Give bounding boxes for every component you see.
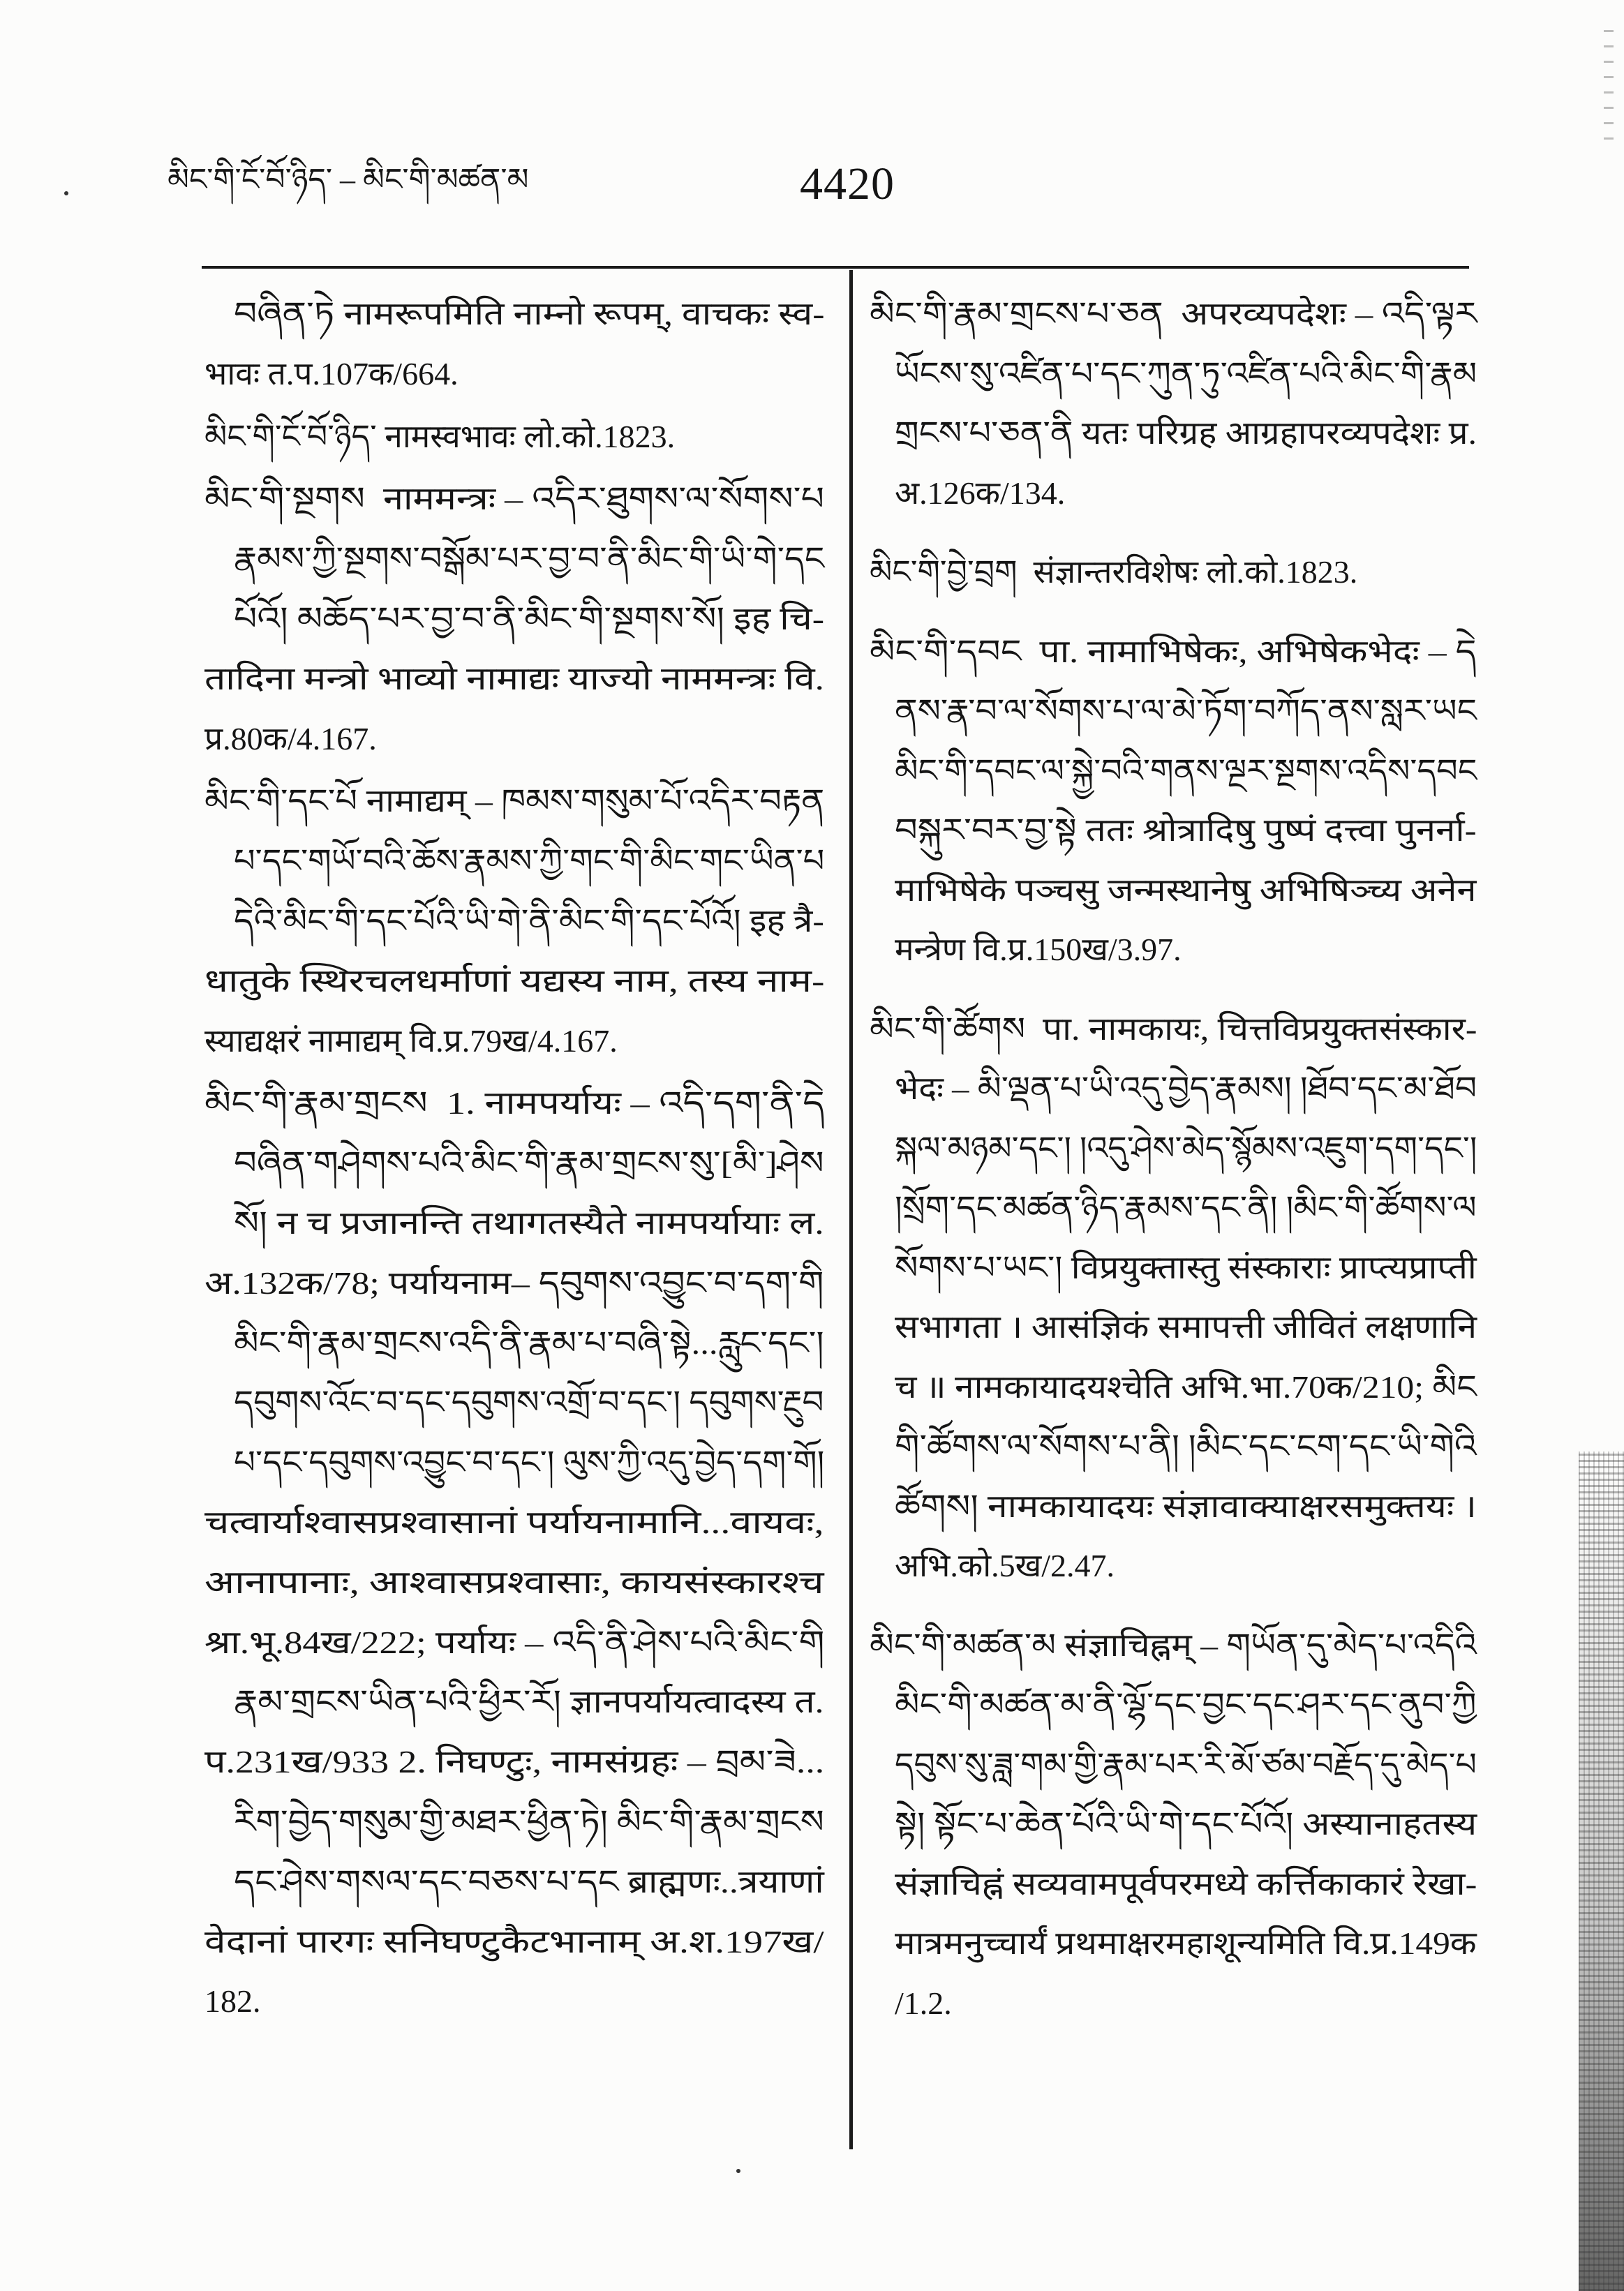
dictionary-entry — [204, 771, 826, 1070]
dictionary-entry — [204, 284, 826, 404]
text-line: མིང་གི་དབང་ལ་སྐྱེ་བའི་གནས་ལྔར་སྔགས་འདིས་དབང — [895, 752, 1477, 789]
scan-speck — [64, 191, 68, 195]
entry-headline: མིང་གི་ངོ་བོ་ཉིད་ नामस्वभावः लो.को.1823. — [204, 418, 676, 454]
text-line: स्याद्यक्षरं नामाद्यम् वि.प्र.79ख/4.167. — [204, 1022, 618, 1059]
dictionary-entry — [870, 284, 1478, 523]
text-line: च ॥ नामकायादयश्चेति अभि.भा.70क/210; མིང — [895, 1368, 1477, 1405]
text-line: अभि.को.5ख/2.47. — [895, 1548, 1115, 1583]
entry-headline: མིང་གི་ཚོགས पा. नामकायः, चित्तविप्रयुक्तसंस्कार- — [870, 1010, 1477, 1047]
text-line: དབུས་སུ་ཟླ་གམ་གྱི་རྣམ་པར་རི་མོ་ཙམ་བརྗོད་དུ་མེད་པ — [895, 1746, 1477, 1782]
text-line: བསྐུར་བར་བྱ་སྟེ ततः श्रोत्रादिषु पुष्पं दत्त्वा पुनर्ना- — [895, 812, 1477, 848]
text-line: सभागता । आसंज्ञिकं समापत्ती जीवितं लक्षणानि — [895, 1309, 1477, 1345]
text-line: आनापानाः, आश्वासप्रश्वासाः, कायसंस्कारश्च — [204, 1564, 824, 1600]
text-line: རྣམས་ཀྱི་སྔགས་བསྒོམ་པར་བྱ་བ་ནི་མིང་གི་ཡི་གེ་དང — [234, 541, 825, 577]
text-line: པ་དང་དབུགས་འབྱུང་བ་དང་། ལུས་ཀྱི་འདུ་བྱེད་དག་གོ། — [234, 1445, 825, 1481]
text-line: धातुके स्थिरचलधर्माणां यद्यस्य नाम, तस्य नाम- — [204, 962, 825, 999]
text-line: /1.2. — [895, 1985, 952, 2021]
text-line: माभिषेके पञ्चसु जन्मस्थानेषु अभिषिञ्च्य अनेन — [895, 872, 1477, 908]
text-line: वेदानां पारगः सनिघण्टुकैटभानाम् अ.श.197ख/ — [204, 1923, 824, 1960]
text-line: རིག་བྱེད་གསུམ་གྱི་མཐར་ཕྱིན་ཏེ། མིང་གི་རྣམ་གྲངས — [234, 1803, 824, 1839]
text-line: གི་ཚོགས་ལ་སོགས་པ་ནི། །མིང་དང་ངག་དང་ཡི་གེའི — [895, 1428, 1477, 1464]
text-line: चत्वार्याश्वासप्रश्वासानां पर्यायनामानि...वायवः, — [204, 1504, 824, 1540]
text-line: མིང་གི་མཚན་མ་ནི་ལྷོ་དང་བྱང་དང་ཤར་དང་ནུབ་ཀྱི — [895, 1687, 1477, 1722]
text-line: དབུགས་འོང་བ་དང་དབུགས་འགྲོ་བ་དང་། དབུགས་རྔུབ — [234, 1385, 824, 1421]
entry-headline: མིང་གི་དང་པོ नामाद्यम् – ཁམས་གསུམ་པོ་འདིར་བརྟན — [204, 783, 825, 819]
text-line: भावः त.प.107क/664. — [204, 355, 459, 391]
text-line: བཞིན་གཤེགས་པའི་མིང་གི་རྣམ་གྲངས་སུ་[མི་]ཤེས — [234, 1145, 824, 1181]
page-number: 4420 — [800, 158, 895, 209]
scan-edge-artifact — [1579, 1452, 1624, 2291]
text-line: तादिना मन्त्रो भाव्यो नामाद्यः याज्यो नाममन्त्रः वि. — [204, 660, 824, 696]
text-line: དང་ཤེས་གསལ་དང་བཅས་པ་དང ब्राह्मणः..त्रयाणां — [234, 1863, 824, 1900]
entry-headline: མིང་གི་དབང पा. नामाभिषेकः, अभिषेकभेदः – དེ — [870, 633, 1477, 669]
left-column — [204, 284, 826, 2043]
dictionary-entry — [870, 542, 1478, 602]
text-line: པོའོ། མཆོད་པར་བྱ་བ་ནི་མིང་གི་སྔགས་སོ། इह चि- — [234, 600, 825, 636]
dictionary-entry — [204, 469, 826, 768]
text-line: प्र.80क/4.167. — [204, 720, 377, 756]
text-line: པ་དང་གཡོ་བའི་ཆོས་རྣམས་ཀྱི་གང་གི་མིང་གང་ཡིན་པ — [234, 843, 825, 879]
text-line: मात्रमनुच्चार्यं प्रथमाक्षरमहाशून्यमिति वि.प्र.149क — [895, 1925, 1477, 1961]
header-rule — [202, 266, 1469, 269]
entry-headline: མིང་གི་སྔགས नाममन्त्रः – འདིར་ཐུགས་ལ་སོགས་པ — [204, 481, 825, 517]
text-line: ནས་རྣ་བ་ལ་སོགས་པ་ལ་མེ་ཏོག་བཀོད་ནས་སླར་ཡང — [895, 693, 1477, 729]
text-line: །སྲོག་དང་མཚན་ཉིད་རྣམས་དང་ནི། །མིང་གི་ཚོགས་ལ — [895, 1190, 1477, 1225]
running-header — [167, 155, 586, 205]
dictionary-entry — [870, 622, 1478, 980]
entry-headline: མིང་གི་མཚན་མ संज्ञाचिह्नम् – གཡོན་དུ་མེད་པ་འདིའི — [870, 1627, 1477, 1663]
text-line: अ.132क/78; पर्यायनाम– དབུགས་འབྱུང་བ་དག་གི — [204, 1264, 824, 1301]
text-line: ཡོངས་སུ་འཛིན་པ་དང་ཀུན་ཏུ་འཛིན་པའི་མིང་གི་རྣམ — [895, 355, 1477, 391]
text-line: སོ། न च प्रजानन्ति तथागतस्यैते नामपर्यायाः ल. — [234, 1204, 824, 1241]
text-line: མིང་གི་རྣམ་གྲངས་འདི་ནི་རྣམ་པ་བཞི་སྟེ...རླུང་དང་། — [234, 1324, 824, 1361]
text-line: मन्त्रेण वि.प्र.150ख/3.97. — [895, 932, 1182, 967]
text-line: གྲངས་པ་ཅན་ནི यतः परिग्रह आग्रहापरव्यपदेशः प्र. — [895, 415, 1477, 451]
text-line: भेदः – མི་ལྡན་པ་ཡི་འདུ་བྱེད་རྣམས། །ཐོབ་དང་མ་ཐོབ — [895, 1070, 1477, 1106]
dictionary-entry — [204, 407, 826, 467]
text-line: ཚོགས། नामकायादयः संज्ञावाक्याक्षरसमुक्तयः । — [895, 1488, 1477, 1524]
text-line: སོགས་པ་ཡང་། विप्रयुक्तास्तु संस्काराः प्राप्त्यप्राप्ती — [895, 1249, 1477, 1285]
text-line: श्रा.भू.84ख/222; पर्यायः – འདི་ནི་ཤེས་པའི་མིང་གི — [204, 1624, 825, 1660]
text-line: བཞིན་ཏེ नामरूपमिति नाम्नो रूपम्, वाचकः स्व- — [234, 296, 825, 331]
entry-headline: མིང་གི་རྣམ་གྲངས་པ་ཅན अपरव्यपदेशः – འདི་ལྟར — [870, 296, 1477, 331]
scan-speck — [736, 2169, 740, 2173]
text-line: རྣམ་གྲངས་ཡིན་པའི་ཕྱིར་རོ། ज्ञानपर्यायत्वादस्य त. — [234, 1684, 824, 1720]
scan-edge-artifact — [1604, 28, 1614, 140]
dictionary-entry — [204, 1073, 826, 2031]
text-line: སྐལ་མཉམ་དང་། །འདུ་ཤེས་མེད་སྙོམས་འཇུག་དག་དང་། — [895, 1130, 1477, 1166]
entry-headline: མིང་གི་རྣམ་གྲངས 1. नामपर्यायः – འདི་དག་ནི་དེ — [204, 1085, 825, 1121]
text-line: 182. — [204, 1983, 261, 2020]
right-column — [870, 284, 1478, 2057]
dictionary-entry — [870, 999, 1478, 1596]
entry-headline: མིང་གི་བྱེ་བྲག संज्ञान्तरविशेषः लो.को.1823. — [870, 554, 1358, 590]
text-line: དེའི་མིང་གི་དང་པོའི་ཡི་གེ་ནི་མིང་གི་དང་པོའོ། इह त्रै- — [234, 902, 824, 939]
text-line: प.231ख/933 2. निघण्टुः, नामसंग्रहः – བྲམ་ཟེ... — [204, 1744, 825, 1780]
running-title: མིང་གི་ངོ་བོ་ཉིད་ – མིང་གི་མཚན་མ — [167, 163, 529, 197]
text-line: संज्ञाचिह्नं सव्यवामपूर्वपरमध्ये कर्त्तिकाकारं रेखा- — [895, 1865, 1477, 1902]
dictionary-entry — [870, 1615, 1478, 2033]
text-line: अ.126क/134. — [895, 475, 1066, 511]
column-divider — [849, 270, 853, 2149]
text-line: སྟེ། སྟོང་པ་ཆེན་པོའི་ཡི་གེ་དང་པོའོ། अस्यानाहतस्य — [895, 1806, 1477, 1842]
